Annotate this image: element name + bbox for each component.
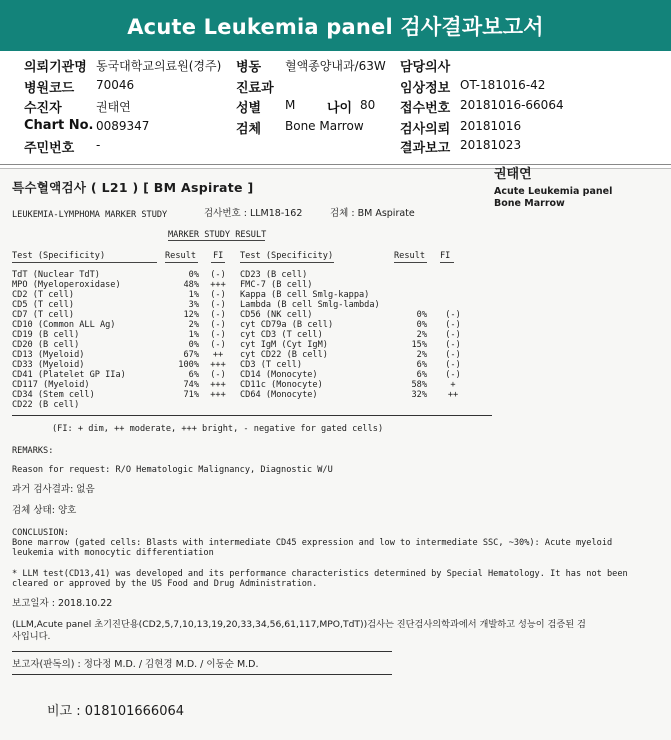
stamp-specimen: Bone Marrow [494, 198, 565, 209]
right-result-cell: 6% [416, 360, 427, 370]
left-test-cell: CD5 (T cell) [12, 300, 75, 310]
right-result-cell: 6% [416, 370, 427, 380]
left-test-cell: CD117 (Myeloid) [12, 380, 90, 390]
specimen-line: 검체 : BM Aspirate [330, 208, 415, 219]
report-date-value: 20181023 [460, 138, 522, 152]
divider [0, 164, 671, 165]
report-title: Acute Leukemia panel 검사결과보고서 [127, 14, 544, 39]
left-result-cell: 71% [183, 390, 199, 400]
divider [12, 674, 392, 675]
right-result-cell: 0% [416, 320, 427, 330]
specimen-label: 검체 [236, 122, 262, 137]
left-fi-cell: (-) [210, 290, 226, 300]
receipt-value: 20181016-66064 [460, 98, 564, 112]
patient-info-section [0, 51, 671, 165]
conclusion-line-2: leukemia with monocytic differentiation [12, 548, 214, 558]
left-test-cell: CD20 (B cell) [12, 340, 80, 350]
right-fi-cell: (-) [445, 340, 461, 350]
underline [240, 262, 334, 263]
study-line: LEUKEMIA-LYMPHOMA MARKER STUDY [12, 210, 168, 220]
left-fi-cell: +++ [210, 360, 226, 370]
left-test-cell: MPO (Myeloperoxidase) [12, 280, 121, 290]
left-test-cell: CD22 (B cell) [12, 400, 80, 410]
left-fi-cell: +++ [210, 390, 226, 400]
left-test-cell: CD34 (Stem cell) [12, 390, 95, 400]
col-fi-right: FI [440, 251, 451, 261]
right-test-cell: Lambda (B cell Smlg-lambda) [240, 300, 380, 310]
request-date-value: 20181016 [460, 119, 522, 133]
underline [165, 262, 198, 263]
divider [12, 651, 392, 652]
clinical-value: OT-181016-42 [460, 78, 546, 92]
right-test-cell: CD56 (NK cell) [240, 310, 313, 320]
age-value: 80 [360, 98, 376, 112]
left-test-cell: CD41 (Platelet GP IIa) [12, 370, 126, 380]
right-fi-cell: (-) [445, 350, 461, 360]
left-result-cell: 1% [188, 290, 199, 300]
llm-note-line-2: cleared or approved by the US Food and Drug Administration. [12, 579, 318, 589]
right-result-cell: 2% [416, 330, 427, 340]
fi-legend: (FI: + dim, ++ moderate, +++ bright, - negative for gated cells) [52, 424, 384, 434]
left-test-cell: CD7 (T cell) [12, 310, 75, 320]
report-title-bar [0, 0, 671, 51]
remark-value: 018101666064 [84, 704, 185, 719]
left-result-cell: 48% [183, 280, 199, 290]
divider [12, 415, 492, 416]
right-fi-cell: ++ [447, 390, 459, 400]
right-test-cell: cyt CD79a (B cell) [240, 320, 334, 330]
right-result-cell: 15% [411, 340, 427, 350]
left-test-cell: CD13 (Myeloid) [12, 350, 85, 360]
right-fi-cell: (-) [445, 310, 461, 320]
korean-note-line-1: (LLM,Acute panel 초기진단용(CD2,5,7,10,13,19,20,33,34,56,61,117,MPO,TdT))검사는 진단검사의학과에서 개발하고 성능이 검증된 검 [12, 619, 586, 630]
right-result-cell: 58% [411, 380, 427, 390]
remark-label: 비고 : [47, 704, 85, 719]
doctor-label: 담당의사 [400, 60, 451, 75]
clinical-label: 임상정보 [400, 81, 451, 96]
left-test-cell: CD33 (Myeloid) [12, 360, 85, 370]
left-fi-cell: (-) [210, 300, 226, 310]
scanned-report [0, 169, 671, 740]
left-result-cell: 0% [188, 270, 199, 280]
right-result-cell: 32% [411, 390, 427, 400]
left-fi-cell: (-) [210, 330, 226, 340]
col-test-right: Test (Specificity) [240, 251, 334, 261]
conclusion-line-1: Bone marrow (gated cells: Blasts with intermediate CD45 expression and low to intermediate SSC, ~30%): Acute myeloid [12, 538, 613, 548]
age-label: 나이 [327, 101, 353, 116]
right-test-cell: cyt CD22 (B cell) [240, 350, 328, 360]
report-header: 특수혈액검사 ( L21 ) [ BM Aspirate ] [12, 180, 254, 195]
left-fi-cell: (-) [210, 340, 226, 350]
report-date: 보고일자 : 2018.10.22 [12, 598, 113, 609]
col-test-left: Test (Specificity) [12, 251, 106, 261]
reason-line: Reason for request: R/O Hematologic Malignancy, Diagnostic W/U [12, 465, 333, 475]
left-result-cell: 0% [188, 340, 199, 350]
left-fi-cell: (-) [210, 320, 226, 330]
left-result-cell: 2% [188, 320, 199, 330]
left-fi-cell: ++ [212, 350, 224, 360]
right-fi-cell: (-) [445, 320, 461, 330]
left-test-cell: CD10 (Common ALL Ag) [12, 320, 116, 330]
underline [394, 262, 427, 263]
right-result-cell: 2% [416, 350, 427, 360]
dept-label: 진료과 [236, 81, 274, 96]
right-test-cell: FMC-7 (B cell) [240, 280, 313, 290]
col-result-left: Result [165, 251, 197, 261]
code-value: 70046 [96, 78, 135, 92]
request-date-label: 검사의뢰 [400, 122, 451, 137]
left-test-cell: CD19 (B cell) [12, 330, 80, 340]
left-result-cell: 74% [183, 380, 199, 390]
left-test-cell: CD2 (T cell) [12, 290, 75, 300]
col-fi-left: FI [213, 251, 224, 261]
specimen-state: 검체 상태: 양호 [12, 505, 77, 516]
code-label: 병원코드 [24, 81, 75, 96]
left-result-cell: 3% [188, 300, 199, 310]
result-title: MARKER STUDY RESULT [168, 230, 267, 240]
right-fi-cell: (-) [445, 370, 461, 380]
underline [168, 240, 265, 241]
llm-note-line-1: * LLM test(CD13,41) was developed and its performance characteristics determined by Special Hematology. It has not been [12, 569, 628, 579]
stamp-name: 권태연 [494, 167, 532, 182]
conclusion-label: CONCLUSION: [12, 528, 69, 538]
left-fi-cell: (-) [210, 270, 226, 280]
hospital-value: 동국대학교의료원(경주) [96, 59, 222, 73]
right-test-cell: Kappa (B cell Smlg-kappa) [240, 290, 370, 300]
remark-line [47, 704, 184, 720]
korean-note-line-2: 사입니다. [12, 631, 51, 642]
ward-label: 병동 [236, 60, 262, 75]
left-result-cell: 1% [188, 330, 199, 340]
underline [211, 262, 225, 263]
left-test-cell: TdT (Nuclear TdT) [12, 270, 100, 280]
right-fi-cell: (-) [445, 330, 461, 340]
previous-result: 과거 검사결과: 없음 [12, 484, 95, 495]
left-fi-cell: (-) [210, 370, 226, 380]
sex-value: M [285, 98, 296, 112]
sex-label: 성별 [236, 101, 262, 116]
right-result-cell: 0% [416, 310, 427, 320]
right-test-cell: cyt CD3 (T cell) [240, 330, 323, 340]
reporters: 보고자(판독의) : 정다정 M.D. / 김현경 M.D. / 이동순 M.D. [12, 659, 259, 670]
patient-value: 권태연 [96, 100, 131, 114]
hospital-label: 의뢰기관명 [24, 60, 87, 75]
right-fi-cell: + [450, 380, 456, 390]
chart-value: 0089347 [96, 119, 150, 133]
receipt-label: 접수번호 [400, 101, 451, 116]
ward-value: 혈액종양내과/63W [285, 59, 386, 73]
left-result-cell: 100% [178, 360, 199, 370]
right-test-cell: CD23 (B cell) [240, 270, 308, 280]
chart-label: Chart No. [24, 118, 94, 133]
col-result-right: Result [394, 251, 426, 261]
rrn-value: - [96, 138, 101, 152]
left-result-cell: 6% [188, 370, 199, 380]
remarks-label: REMARKS: [12, 446, 54, 456]
left-result-cell: 67% [183, 350, 199, 360]
right-test-cell: CD14 (Monocyte) [240, 370, 318, 380]
rrn-label: 주민번호 [24, 141, 75, 156]
underline [12, 262, 157, 263]
report-date-label: 결과보고 [400, 141, 451, 156]
left-fi-cell: +++ [210, 280, 226, 290]
specimen-value: Bone Marrow [285, 119, 364, 133]
left-fi-cell: +++ [210, 380, 226, 390]
right-fi-cell: (-) [445, 360, 461, 370]
left-result-cell: 12% [183, 310, 199, 320]
underline [440, 262, 454, 263]
test-number: 검사번호 : LLM18-162 [204, 208, 303, 219]
left-fi-cell: (-) [210, 310, 226, 320]
stamp-panel: Acute Leukemia panel [494, 186, 613, 197]
right-test-cell: CD64 (Monocyte) [240, 390, 318, 400]
right-test-cell: CD11c (Monocyte) [240, 380, 323, 390]
patient-label: 수진자 [24, 101, 62, 116]
right-test-cell: CD3 (T cell) [240, 360, 303, 370]
right-test-cell: cyt IgM (Cyt IgM) [240, 340, 328, 350]
